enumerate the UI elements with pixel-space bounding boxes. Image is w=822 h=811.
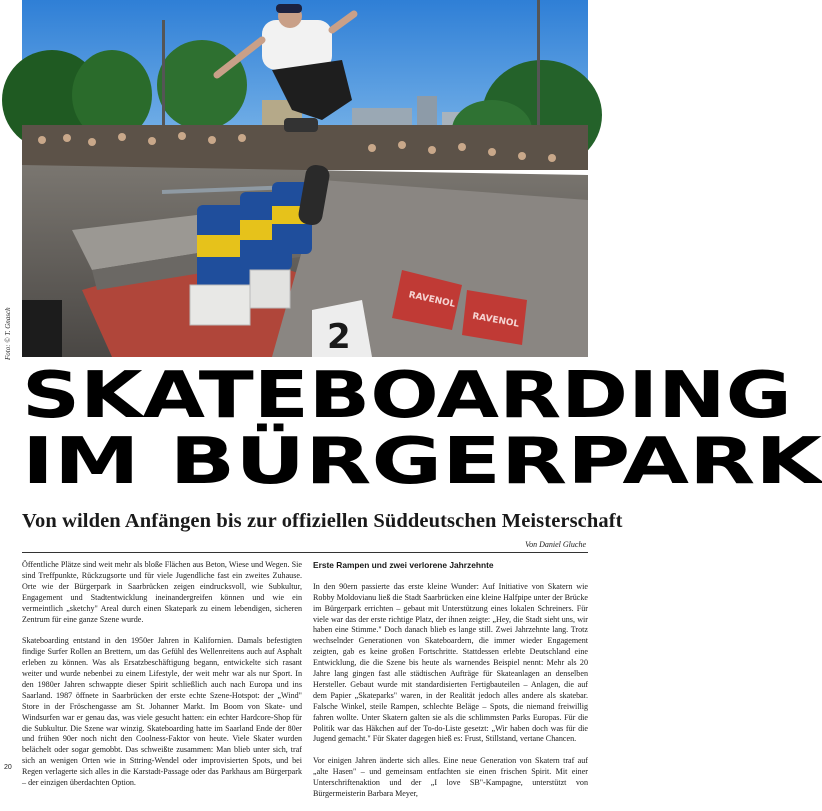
ravenol-sign-2: RAVENOL	[471, 311, 520, 330]
article-column-left	[22, 560, 302, 800]
paragraph: Skateboarding entstand in den 1950er Jahren in Kalifornien. Damals befestigten findige Surfer Rollen an Brettern, um das Gefühl des Wellenreitens auch auf Asphalt erleben zu können. Was als Ersatzbeschäftigung begann, entwickelte sich rasant weiter und wurde nebenbei zu einem Lifestyle, der weit mehr war als nur Sport. In den 1980er Jahren schwappte dieser Spirit schließlich auch nach Europa und ins Saarland. 1987 öffnete in Saarbrücken der erste echte Szene-Hotspot: der „Wind" Store in der Fröschengasse am St. Johanner Markt. Im Boom von Skate- und Windsurfen war er genau das, was viele gesucht hatten: ein echter Hardcore-Shop für die Subkultur. Die Szene war winzig. Skateboarding hatte im Saarland Ende der 80er und frühen 90er noch nicht den Coolness-Faktor von heute. Viele Skater wurden belächelt oder sogar gemobbt. Das schweißte zusammen: Man blieb unter sich, traf sich an wenigen Orten wie in Sttring-Wendel oder improvisierten Spots, und bei Regen verlagerte sich alles in die Karstadt-Passage oder das Parkhaus am Bürgerpark – der einzigen überdachten Option.	[22, 636, 302, 788]
paragraph: Vor einigen Jahren änderte sich alles. Eine neue Generation von Skatern traf auf „alte Hasen" – und gemeinsam entfachten sie einen frischen Spirit. Mit einer Unterschriftenaktion und der „I love SB"-Kampagne, unterstützt von Bürgermeisterin Barbara Meyer,	[313, 756, 588, 798]
subtitle: Von wilden Anfängen bis zur offiziellen Süddeutschen Meisterschaft	[22, 510, 623, 532]
page-number: 20	[4, 764, 12, 771]
headline-line-1: SKATEBOARDING	[22, 359, 792, 433]
headline-line-2: IM BÜRGERPARK	[22, 425, 822, 499]
article-column-right	[313, 560, 588, 811]
photo-credit	[4, 300, 14, 360]
paragraph: In den 90ern passierte das erste kleine Wunder: Auf Initiative von Skatern wie Robby Moldovianu ließ die Stadt Saarbrücken eine kleine Halfpipe unter der Brücke im Bürgerpark errichten – gebaut mit Unterstützung eines lokalen Schreiners. Für viele war das der erste richtige Platz, der ihnen zeigte: „Hey, die Stadt sieht uns, wir haben eine Stimme." Doch danach blieb es lange still. Zwei Jahrzehnte lang. Trotz wechselnder Generationen von Skateboardern, die immer wieder Engagement zeigten, gab es keine großen Fortschritte. Stattdessen erlebte Deutschland eine Entwicklung, die die Szene bis heute als warnendes Beispiel nennt: Mehr als 20 Jahre lang gingen fast alle städtischen Aufträge für Skateanlagen an denselben Hersteller. Gebaut wurde mit standardisierten Fertigbauteilen – Anlagen, die auf dem Papier „Skateparks" waren, in der Realität jedoch alles andere als skatebar. Falsche Winkel, steile Rampen, schlechte Beläge – Spots, die niemand freiwillig fahren wollte. Unter Skatern galten sie als die schlimmsten Parks Europas. Für die Politik war das Häkchen auf der To-do-Liste gesetzt: „Wir haben doch was für die Jugend gemacht." Für Skater dagegen hieß es: Frust, Stillstand, vertane Chancen.	[313, 581, 588, 744]
photo-credit-text: Foto: © T. Gnasch	[4, 307, 12, 360]
number-sign: 2	[327, 317, 351, 357]
hero-photo	[22, 0, 588, 357]
author-byline: Von Daniel Gluche	[525, 540, 586, 549]
section-heading: Erste Rampen und zwei verlorene Jahrzehnte	[313, 560, 494, 570]
ravenol-sign-1: RAVENOL	[407, 290, 457, 310]
skatepark-photo	[22, 0, 588, 357]
divider-rule	[22, 552, 588, 553]
paragraph: Öffentliche Plätze sind weit mehr als bloße Flächen aus Beton, Wiese und Wegen. Sie sind Treffpunkte, Rückzugsorte und für viele Jugendliche fast ein zweites Zuhause. Orte wie der Bürgerpark in Saarbrücken zeigen eindrucksvoll, wie Subkultur, Engagement und Stadtentwicklung ineinandergreifen können und wie ein vermeintlich „sketchy" Areal durch einen Skatepark zu einem lebendigen, sicheren Zentrum für eine ganze Szene wurde.	[22, 560, 302, 624]
